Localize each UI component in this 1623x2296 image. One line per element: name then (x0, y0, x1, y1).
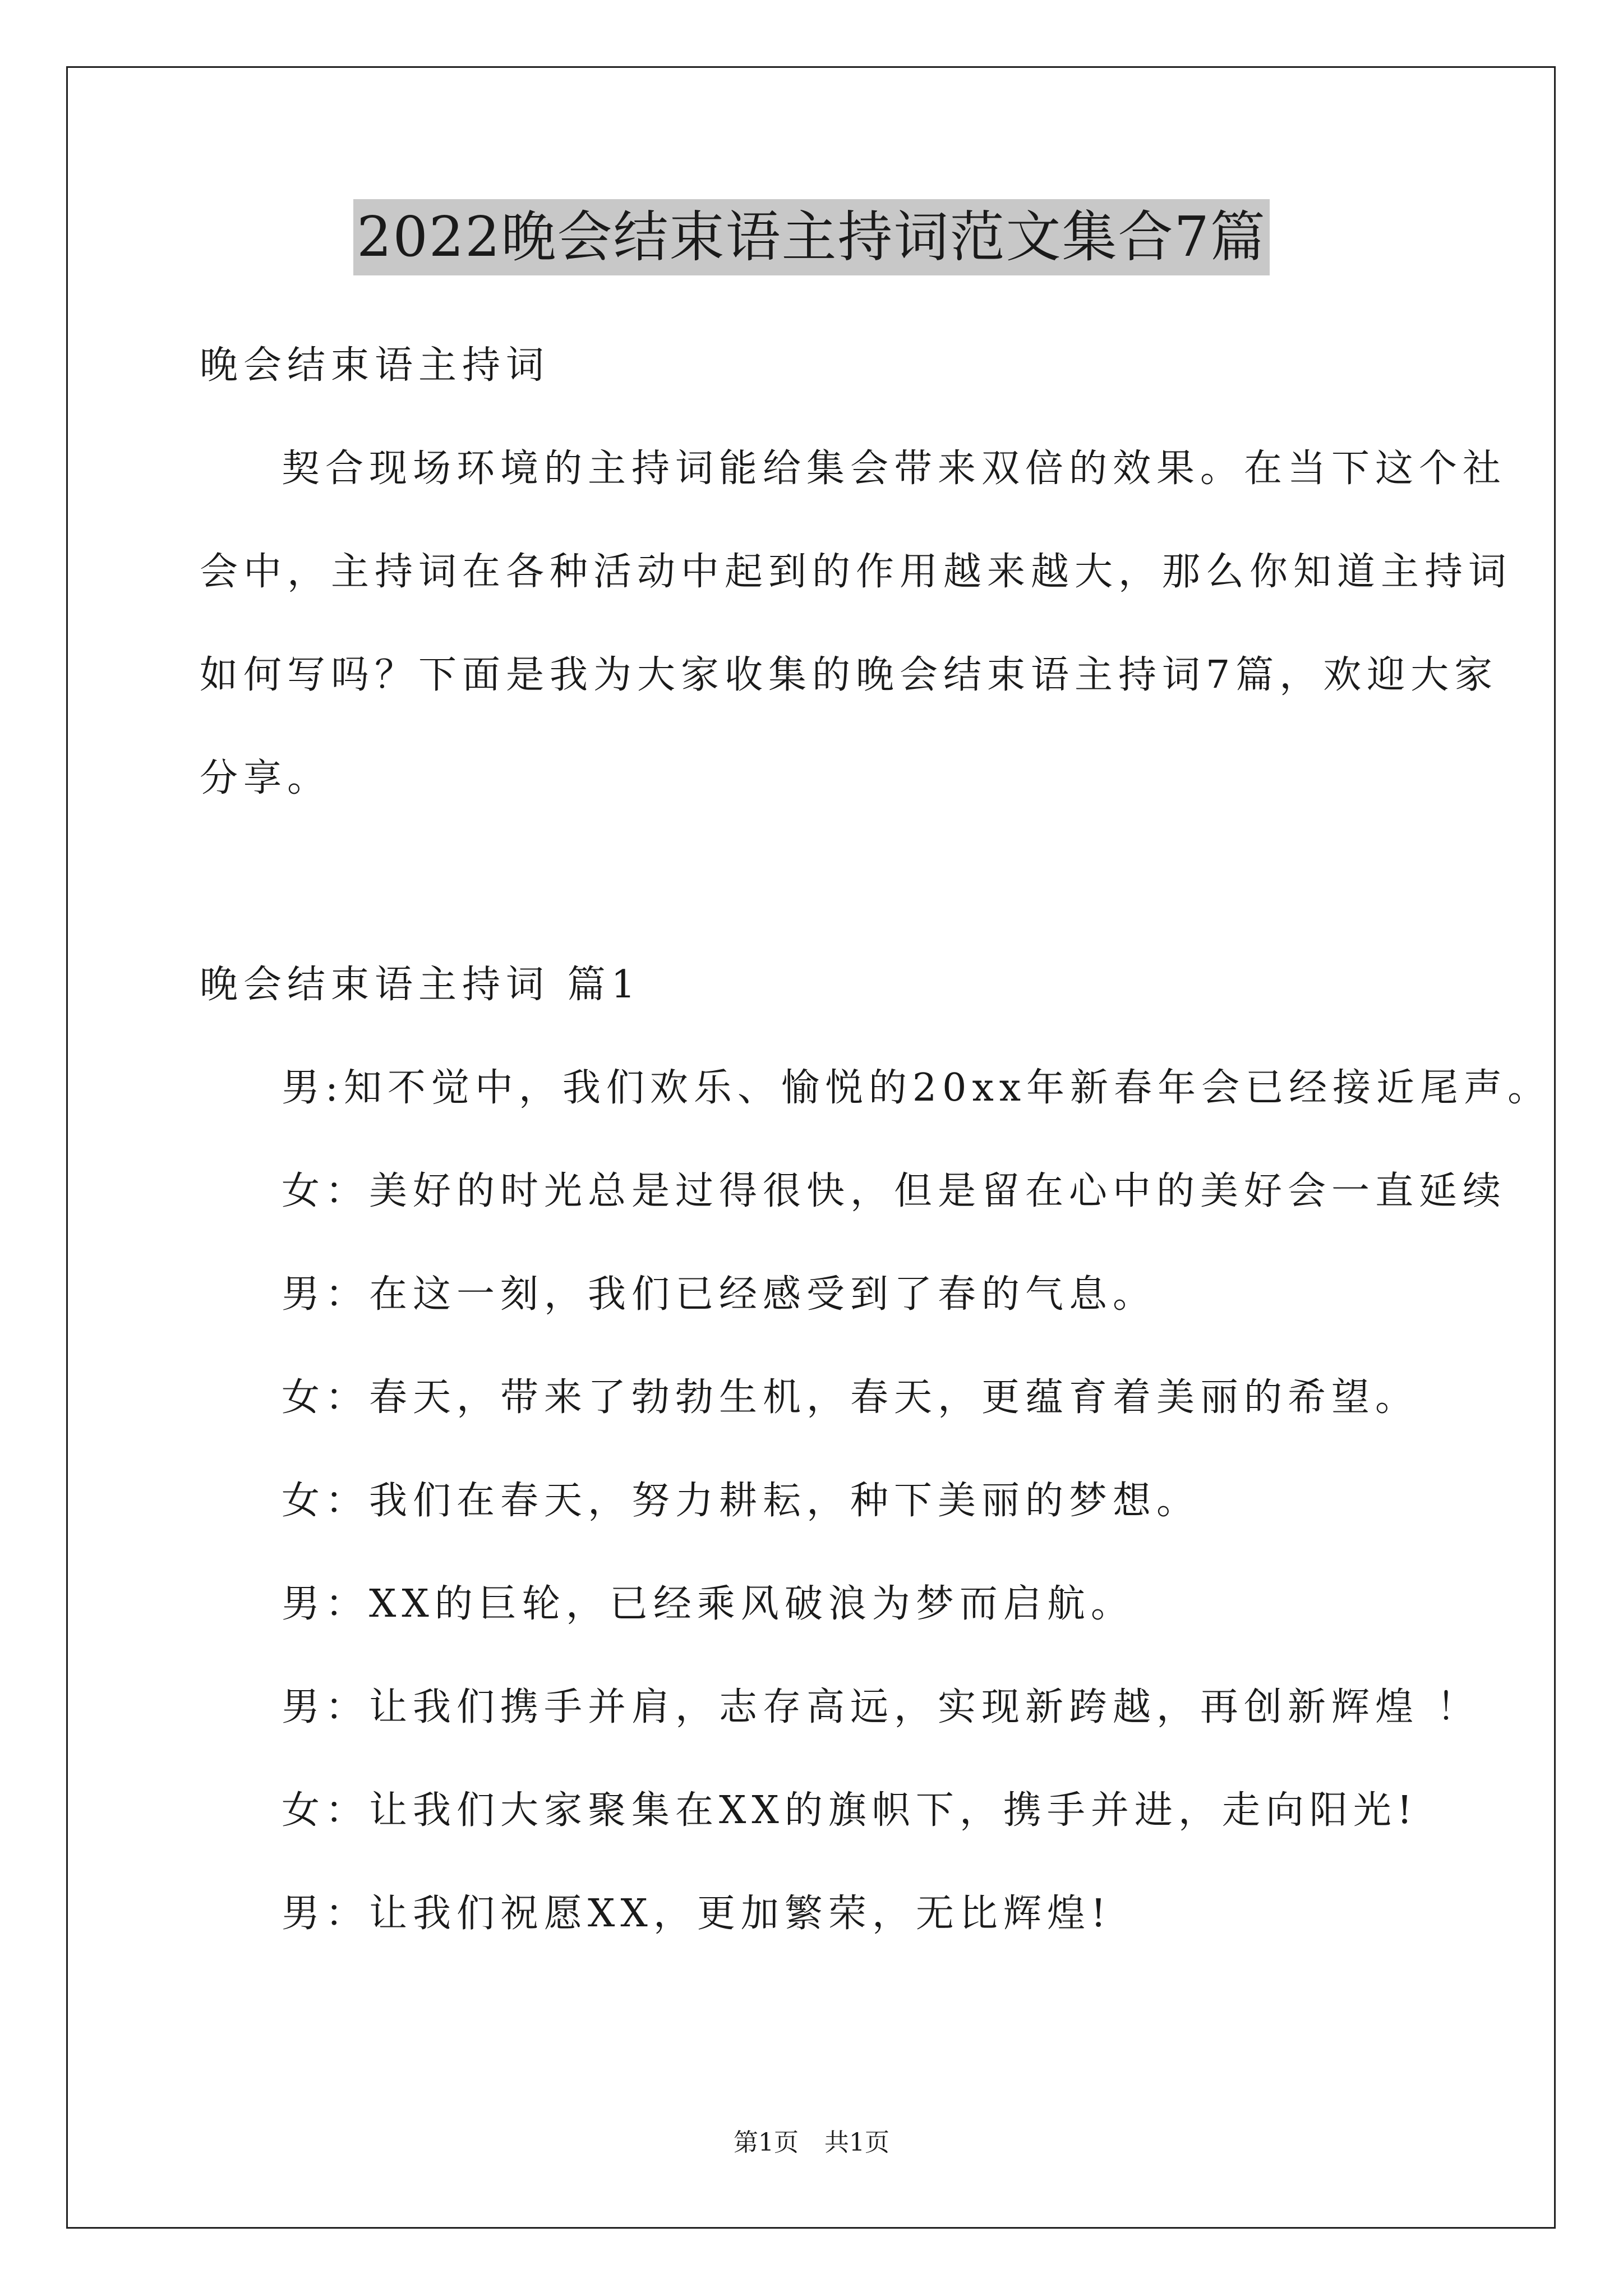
page-number: 第1页 (734, 2128, 799, 2157)
page-total: 共1页 (824, 2128, 889, 2157)
dialogue-line: 男:知不觉中，我们欢乐、愉悦的20xx年新春年会已经接近尾声。 (282, 1066, 1552, 1110)
dialogue-line: 女：让我们大家聚集在XX的旗帜下，携手并进，走向阳光! (282, 1788, 1418, 1833)
dialogue-line: 男：XX的巨轮，已经乘风破浪为梦而启航。 (282, 1582, 1135, 1626)
blank-line (200, 830, 1433, 933)
paragraph-line: 如何写吗？下面是我为大家收集的晚会结束语主持词7篇，欢迎大家 (200, 653, 1498, 697)
dialogue-line: 女：我们在春天，努力耕耘，种下美丽的梦想。 (282, 1479, 1201, 1523)
title-container (0, 199, 1623, 275)
dialogue-line: 女：春天，带来了勃勃生机，春天，更蕴育着美丽的希望。 (282, 1375, 1419, 1420)
paragraph-line: 分享。 (200, 756, 331, 800)
section-heading: 晚会结束语主持词 (200, 343, 550, 388)
document-body (200, 314, 1552, 1966)
dialogue-line: 男：在这一刻，我们已经感受到了春的气息。 (282, 1272, 1157, 1317)
document-title: 2022晚会结束语主持词范文集合7篇 (353, 199, 1270, 275)
section-heading: 晚会结束语主持词 篇1 (200, 963, 641, 1007)
dialogue-line: 男：让我们携手并肩，志存高远，实现新跨越，再创新辉煌 ！ (282, 1685, 1481, 1729)
dialogue-line: 女：美好的时光总是过得很快，但是留在心中的美好会一直延续 (282, 1169, 1507, 1213)
paragraph-line: 会中，主持词在各种活动中起到的作用越来越大，那么你知道主持词 (200, 550, 1513, 594)
paragraph-line: 契合现场环境的主持词能给集会带来双倍的效果。在当下这个社 (282, 447, 1507, 491)
dialogue-line: 男：让我们祝愿XX，更加繁荣，无比辉煌! (282, 1892, 1112, 1936)
page-footer (0, 2126, 1623, 2160)
